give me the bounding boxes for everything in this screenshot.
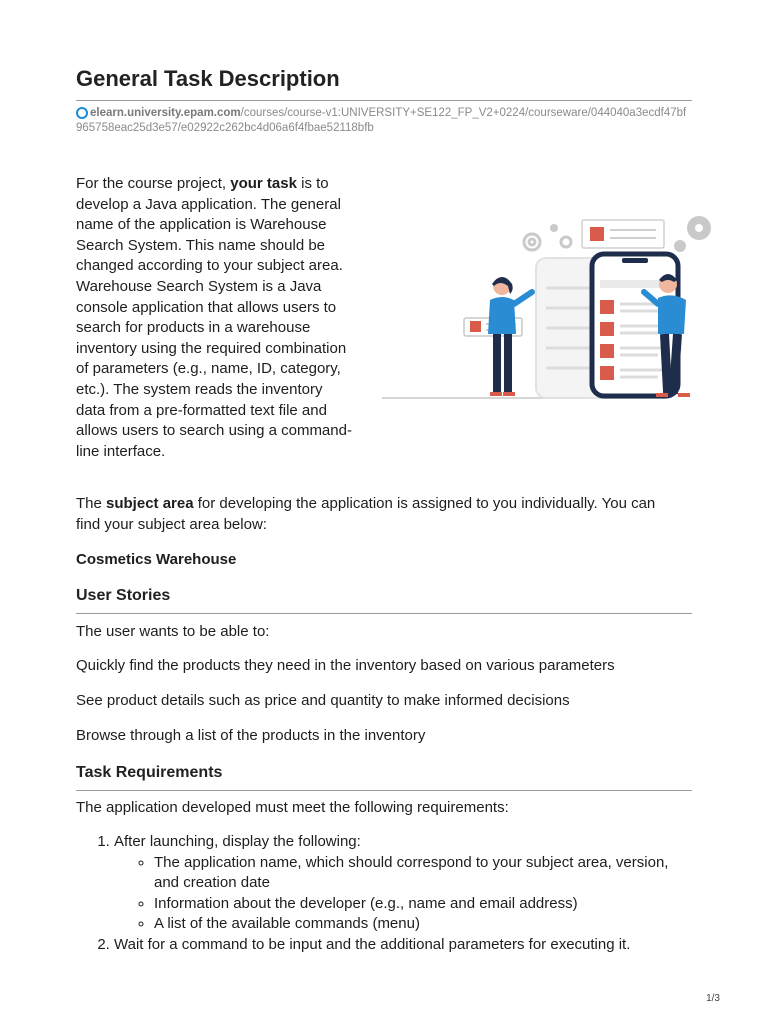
- requirement-subitem: ◦ The application name, which should correspond to your subject area, version, and creation date: [154, 853, 692, 894]
- user-stories-divider: [76, 613, 692, 614]
- source-path[interactable]: /courses/course-v1:UNIVERSITY+SE122_FP_V2+0224/courseware/044040a3ecdf47bf965758eac25d3e57/e02922c262bc4d06a6f4fbae52118bfb: [76, 107, 687, 134]
- user-stories-lead: The user wants to be able to:: [76, 623, 270, 640]
- task-requirements-divider: [76, 790, 692, 791]
- intro-bold: your task: [230, 175, 297, 192]
- globe-icon: [76, 107, 88, 119]
- task-requirements-lead: The application developed must meet the following requirements:: [76, 799, 509, 816]
- requirement-item: 2. Wait for a command to be input and the additional parameters for executing it.: [114, 935, 692, 956]
- requirement-item: 1. After launching, display the following: ◦ The application name, which should correspond to your subject area, version, and creation date ◦ Information about the developer (e.g., name and email address) ◦ A list of the available commands (menu): [114, 832, 692, 935]
- user-story-item: Quickly find the products they need in the inventory based on various parameters: [76, 657, 615, 674]
- subject-area-paragraph: The subject area for developing the application is assigned to you individually. You can find your subject area below:: [76, 495, 656, 533]
- source-url[interactable]: [76, 106, 692, 136]
- requirement-sublist: [114, 853, 692, 935]
- page-title: General Task Description: [76, 66, 340, 91]
- requirement-subitem: ◦ A list of the available commands (menu): [154, 914, 692, 935]
- task-requirements-heading: Task Requirements: [76, 764, 223, 781]
- woman-figure: [488, 277, 532, 396]
- requirements-list: [76, 832, 692, 955]
- subject-area-bold: subject area: [106, 495, 194, 512]
- illustration: [382, 208, 744, 404]
- user-story-item: Browse through a list of the products in the inventory: [76, 727, 426, 744]
- user-stories-heading: User Stories: [76, 587, 171, 604]
- user-story-item: See product details such as price and quantity to make informed decisions: [76, 692, 570, 709]
- requirement-subitem: ◦ Information about the developer (e.g., name and email address): [154, 894, 692, 915]
- page-number: 1/3: [706, 993, 720, 1004]
- title-divider: [76, 100, 692, 101]
- intro-paragraph: For the course project, your task is to develop a Java application. The general name of the application is Warehouse Search System. This name should be changed according to your subject area. Warehouse Search System is a Java console application that allows users to search for products in a warehouse inventory using the required combination of parameters (e.g., name, ID, category, etc.). The system reads the inventory data from a pre-formatted text file and allows users to search using a command-line interface.: [76, 175, 352, 460]
- source-domain[interactable]: elearn.university.epam.com: [90, 107, 241, 119]
- subject-area-name: Cosmetics Warehouse: [76, 551, 237, 568]
